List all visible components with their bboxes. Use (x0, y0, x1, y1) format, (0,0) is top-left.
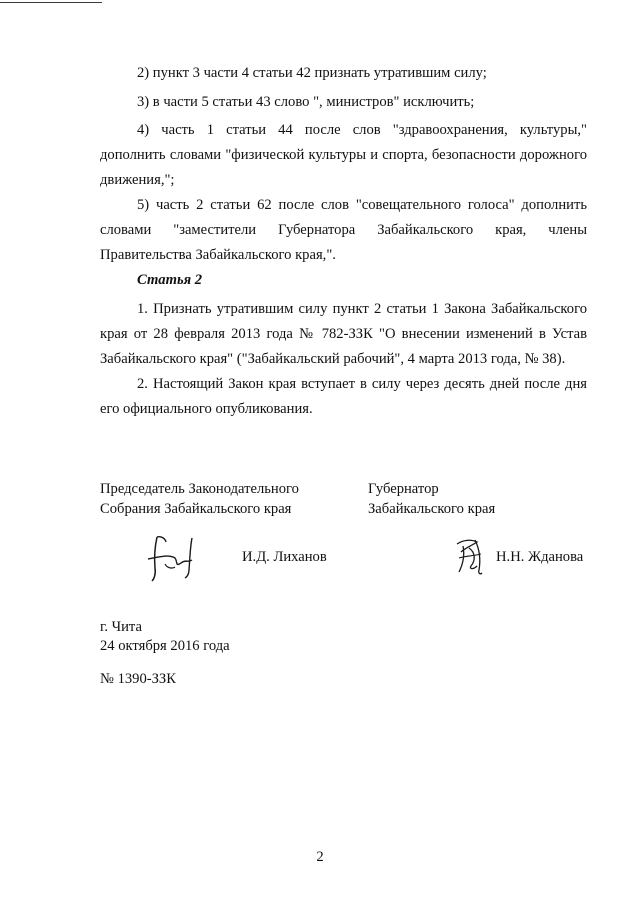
page-number: 2 (316, 849, 324, 865)
chairman-signature (145, 534, 209, 582)
article-heading: Статья 2 (137, 272, 203, 288)
governor-title-line1: Губернатор (368, 481, 439, 497)
governor-signature (453, 536, 487, 576)
article-paragraph: 1. Признать утратившим силу пункт 2 статьи 1 Закона Забайкальского края от 28 февраля 2013 года № 782-ЗЗК "О внесении изменений в Устав Забайкальского края" ("Забайкальский рабочий", 4 марта 2013 года, № 38). (100, 301, 587, 367)
chairman-name: И.Д. Лиханов (242, 549, 327, 565)
chairman-title-line2: Собрания Забайкальского края (100, 501, 292, 517)
law-number: № 1390-ЗЗК (100, 671, 176, 687)
governor-name: Н.Н. Жданова (496, 549, 584, 565)
governor-title-line2: Забайкальского края (368, 501, 496, 517)
article-paragraph: 2. Настоящий Закон края вступает в силу через десять дней после дня его официального опубликования. (100, 376, 587, 417)
chairman-title-line1: Председатель Законодательного (100, 481, 299, 497)
amendment-item: 2) пункт 3 части 4 статьи 42 признать утратившим силу; (137, 65, 487, 81)
date: 24 октября 2016 года (100, 638, 230, 654)
top-rule (0, 2, 102, 3)
city: г. Чита (100, 619, 142, 635)
amendment-item: 5) часть 2 статьи 62 после слов "совещательного голоса" дополнить словами "заместители Губернатора Забайкальского края, члены Правительства Забайкальского края,". (100, 197, 587, 263)
amendment-item: 3) в части 5 статьи 43 слово ", министров" исключить; (137, 94, 475, 110)
amendment-item: 4) часть 1 статьи 44 после слов "здравоохранения, культуры," дополнить словами "физической культуры и спорта, безопасности дорожного движения,"; (100, 122, 587, 188)
